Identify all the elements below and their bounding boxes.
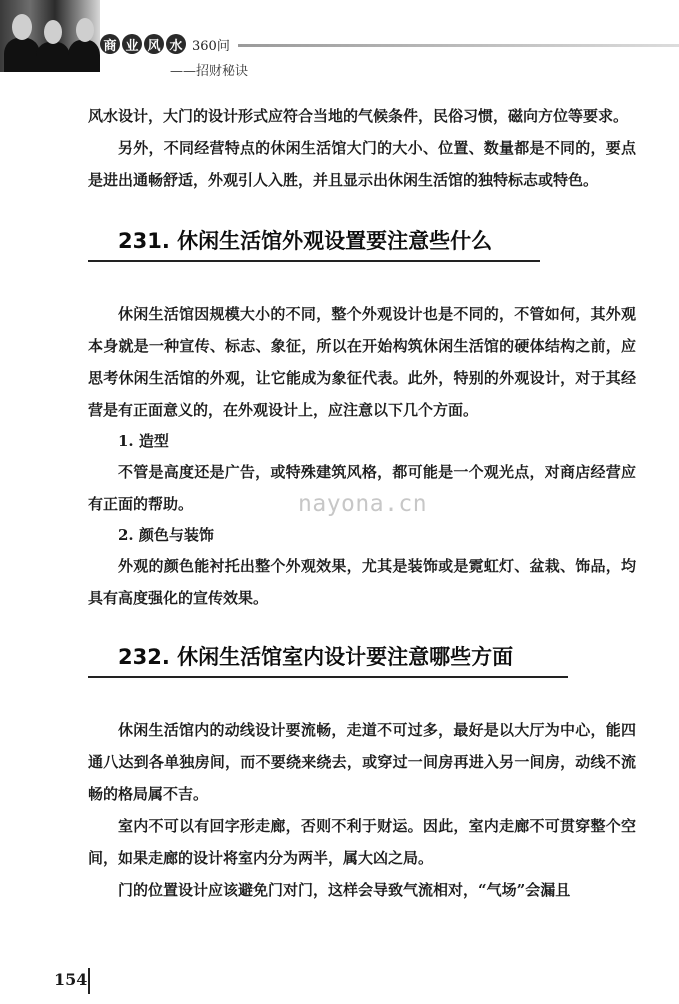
series-subtitle: ——招财秘诀 xyxy=(170,64,249,79)
section-232-paragraph: 门的位置设计应该避免门对门，这样会导致气流相对，“气场”会漏且 xyxy=(118,881,571,899)
page-number: 154 xyxy=(54,970,88,989)
header-photo xyxy=(0,0,100,72)
page-number-bar xyxy=(88,968,90,994)
section-231-paragraph: 休闲生活馆因规模大小的不同，整个外观设计也是不同的，不管如何，其外观本身就是一种宣传、标志、象征，所以在开始构筑休闲生活馆的硬体结构之前，应思考休闲生活馆的外观，让它能成为象征代表。此外，特别的外观设计，对于其经营是有正面意义的，在外观设计上，应注意以下几个方面。 xyxy=(88,305,636,419)
item-heading-color: 2. 颜色与装饰 xyxy=(118,526,214,544)
series-count: 360问 xyxy=(192,38,230,54)
intro-paragraph: 另外，不同经营特点的休闲生活馆大门的大小、位置、数量都是不同的，要点是进出通畅舒适，外观引人入胜，并且显示出休闲生活馆的独特标志或特色。 xyxy=(88,139,636,189)
section-232-paragraph: 室内不可以有回字形走廊，否则不利于财运。因此，室内走廊不可贯穿整个空间，如果走廊的设计将室内分为两半，属大凶之局。 xyxy=(88,817,636,867)
section-232-paragraph: 休闲生活馆内的动线设计要流畅，走道不可过多，最好是以大厅为中心，能四通八达到各单独房间，而不要绕来绕去，或穿过一间房再进入另一间房，动线不流畅的格局属不吉。 xyxy=(88,721,636,803)
section-231-underline xyxy=(88,260,540,262)
watermark: nayona.cn xyxy=(298,491,428,517)
series-title xyxy=(100,34,230,54)
intro-paragraph: 风水设计，大门的设计形式应符合当地的气候条件，民俗习惯，磁向方位等要求。 xyxy=(88,107,629,125)
item-text-color: 外观的颜色能衬托出整个外观效果，尤其是装饰或是霓虹灯、盆栽、饰品，均具有高度强化的宣传效果。 xyxy=(88,557,636,607)
series-title-char: 商 xyxy=(100,34,120,54)
header-divider xyxy=(238,44,679,47)
series-title-char: 水 xyxy=(166,34,186,54)
item-text-shape: 不管是高度还是广告，或特殊建筑风格，都可能是一个观光点，对商店经营应有正面的帮助。 xyxy=(88,463,636,513)
series-title-char: 业 xyxy=(122,34,142,54)
section-232-underline xyxy=(88,676,568,678)
page-header xyxy=(0,0,679,95)
section-232-title: 232. 休闲生活馆室内设计要注意哪些方面 xyxy=(118,645,514,669)
item-heading-shape: 1. 造型 xyxy=(118,432,169,450)
series-title-char: 风 xyxy=(144,34,164,54)
section-231-title: 231. 休闲生活馆外观设置要注意些什么 xyxy=(118,229,493,253)
